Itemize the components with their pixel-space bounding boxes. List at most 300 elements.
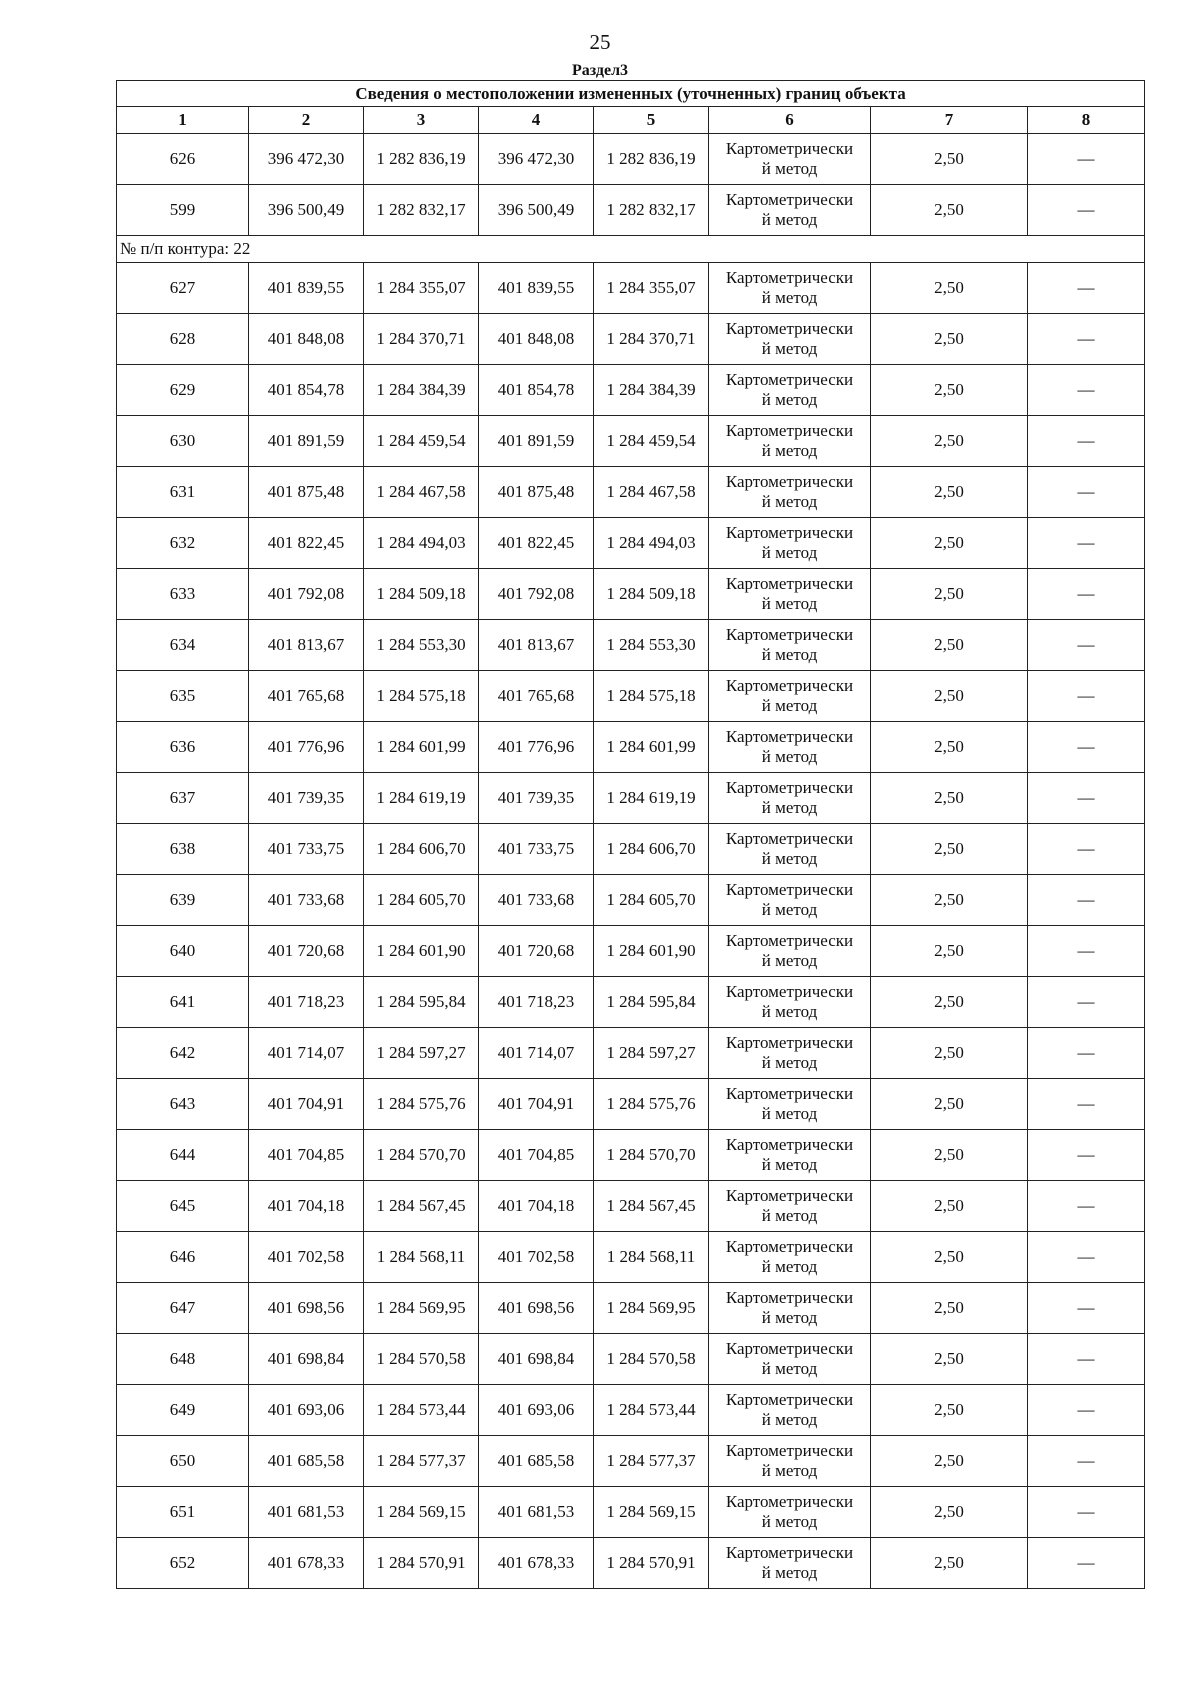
table-row xyxy=(117,1334,1145,1385)
table-row xyxy=(117,773,1145,824)
x-old-cell: 401 854,78 xyxy=(249,365,364,416)
description-cell: — xyxy=(1028,467,1145,518)
description-cell: — xyxy=(1028,263,1145,314)
description-cell: — xyxy=(1028,1334,1145,1385)
method-text: Картометрически xyxy=(725,1339,854,1358)
x-old-cell: 401 678,33 xyxy=(249,1538,364,1589)
x-old-cell: 401 733,75 xyxy=(249,824,364,875)
column-number: 3 xyxy=(364,107,479,134)
accuracy-cell: 2,50 xyxy=(871,773,1028,824)
y-old-cell: 1 284 575,18 xyxy=(364,671,479,722)
x-old-cell: 401 891,59 xyxy=(249,416,364,467)
y-new-cell: 1 284 553,30 xyxy=(594,620,709,671)
method-cell xyxy=(709,824,871,875)
description-cell: — xyxy=(1028,134,1145,185)
table-row xyxy=(117,1436,1145,1487)
y-old-cell: 1 284 575,76 xyxy=(364,1079,479,1130)
method-cell xyxy=(709,875,871,926)
x-new-cell: 401 733,68 xyxy=(479,875,594,926)
table-row xyxy=(117,314,1145,365)
x-new-cell: 401 720,68 xyxy=(479,926,594,977)
y-old-cell: 1 284 553,30 xyxy=(364,620,479,671)
method-text: й метод xyxy=(761,1359,818,1378)
section-label: Раздел3 xyxy=(571,62,629,79)
table-row xyxy=(117,977,1145,1028)
method-cell xyxy=(709,1181,871,1232)
y-new-cell: 1 284 577,37 xyxy=(594,1436,709,1487)
y-new-cell: 1 284 601,99 xyxy=(594,722,709,773)
column-number-row xyxy=(117,107,1145,134)
x-new-cell: 401 776,96 xyxy=(479,722,594,773)
y-old-cell: 1 284 494,03 xyxy=(364,518,479,569)
method-text: Картометрически xyxy=(725,931,854,950)
table-row xyxy=(117,1487,1145,1538)
method-cell xyxy=(709,671,871,722)
method-text: й метод xyxy=(761,1206,818,1225)
y-old-cell: 1 284 601,90 xyxy=(364,926,479,977)
accuracy-cell: 2,50 xyxy=(871,620,1028,671)
y-old-cell: 1 284 459,54 xyxy=(364,416,479,467)
point-number-cell: 651 xyxy=(117,1487,249,1538)
point-number-cell: 652 xyxy=(117,1538,249,1589)
method-text: Картометрически xyxy=(725,319,854,338)
x-new-cell: 401 854,78 xyxy=(479,365,594,416)
method-text: Картометрически xyxy=(725,829,854,848)
method-text: й метод xyxy=(761,210,818,229)
description-cell: — xyxy=(1028,518,1145,569)
method-text: й метод xyxy=(761,543,818,562)
point-number-cell: 643 xyxy=(117,1079,249,1130)
y-new-cell: 1 284 568,11 xyxy=(594,1232,709,1283)
method-cell xyxy=(709,134,871,185)
x-old-cell: 401 822,45 xyxy=(249,518,364,569)
description-cell: — xyxy=(1028,1028,1145,1079)
method-text: й метод xyxy=(761,288,818,307)
column-number: 7 xyxy=(871,107,1028,134)
accuracy-cell: 2,50 xyxy=(871,1028,1028,1079)
table-row xyxy=(117,416,1145,467)
accuracy-cell: 2,50 xyxy=(871,1334,1028,1385)
table-row xyxy=(117,1538,1145,1589)
method-text: й метод xyxy=(761,1155,818,1174)
method-cell xyxy=(709,1538,871,1589)
y-old-cell: 1 284 570,70 xyxy=(364,1130,479,1181)
accuracy-cell: 2,50 xyxy=(871,569,1028,620)
description-cell: — xyxy=(1028,671,1145,722)
y-old-cell: 1 284 569,95 xyxy=(364,1283,479,1334)
x-old-cell: 401 776,96 xyxy=(249,722,364,773)
method-text: й метод xyxy=(761,594,818,613)
accuracy-cell: 2,50 xyxy=(871,977,1028,1028)
point-number-cell: 599 xyxy=(117,185,249,236)
point-number-cell: 646 xyxy=(117,1232,249,1283)
y-new-cell: 1 282 836,19 xyxy=(594,134,709,185)
table-row xyxy=(117,671,1145,722)
y-new-cell: 1 284 575,76 xyxy=(594,1079,709,1130)
table-row xyxy=(117,1283,1145,1334)
method-cell xyxy=(709,722,871,773)
x-new-cell: 401 718,23 xyxy=(479,977,594,1028)
description-cell: — xyxy=(1028,1436,1145,1487)
accuracy-cell: 2,50 xyxy=(871,1436,1028,1487)
method-text: Картометрически xyxy=(725,1441,854,1460)
y-old-cell: 1 284 355,07 xyxy=(364,263,479,314)
method-cell xyxy=(709,263,871,314)
accuracy-cell: 2,50 xyxy=(871,1283,1028,1334)
accuracy-cell: 2,50 xyxy=(871,134,1028,185)
method-cell xyxy=(709,977,871,1028)
description-cell: — xyxy=(1028,1487,1145,1538)
y-new-cell: 1 284 509,18 xyxy=(594,569,709,620)
method-text: Картометрически xyxy=(725,880,854,899)
description-cell: — xyxy=(1028,875,1145,926)
y-new-cell: 1 284 570,70 xyxy=(594,1130,709,1181)
accuracy-cell: 2,50 xyxy=(871,185,1028,236)
method-text: Картометрически xyxy=(725,1390,854,1409)
y-new-cell: 1 284 459,54 xyxy=(594,416,709,467)
description-cell: — xyxy=(1028,926,1145,977)
table-row xyxy=(117,134,1145,185)
y-new-cell: 1 284 619,19 xyxy=(594,773,709,824)
y-old-cell: 1 284 601,99 xyxy=(364,722,479,773)
method-text: Картометрически xyxy=(725,421,854,440)
method-cell xyxy=(709,569,871,620)
description-cell: — xyxy=(1028,416,1145,467)
description-cell: — xyxy=(1028,1538,1145,1589)
method-text: й метод xyxy=(761,1461,818,1480)
y-new-cell: 1 284 370,71 xyxy=(594,314,709,365)
description-cell: — xyxy=(1028,185,1145,236)
description-cell: — xyxy=(1028,1385,1145,1436)
accuracy-cell: 2,50 xyxy=(871,365,1028,416)
column-number: 4 xyxy=(479,107,594,134)
method-text: й метод xyxy=(761,159,818,178)
method-text: й метод xyxy=(761,390,818,409)
accuracy-cell: 2,50 xyxy=(871,1232,1028,1283)
y-old-cell: 1 284 573,44 xyxy=(364,1385,479,1436)
method-cell xyxy=(709,365,871,416)
method-cell xyxy=(709,416,871,467)
x-new-cell: 401 698,84 xyxy=(479,1334,594,1385)
method-text: й метод xyxy=(761,1563,818,1582)
method-cell xyxy=(709,1130,871,1181)
method-text: й метод xyxy=(761,951,818,970)
description-cell: — xyxy=(1028,773,1145,824)
x-new-cell: 401 813,67 xyxy=(479,620,594,671)
x-old-cell: 401 720,68 xyxy=(249,926,364,977)
contour-row xyxy=(117,236,1145,263)
table-row xyxy=(117,824,1145,875)
x-old-cell: 401 714,07 xyxy=(249,1028,364,1079)
point-number-cell: 627 xyxy=(117,263,249,314)
table-row xyxy=(117,620,1145,671)
x-new-cell: 401 681,53 xyxy=(479,1487,594,1538)
table-row xyxy=(117,185,1145,236)
table-title-row xyxy=(117,81,1145,107)
x-new-cell: 401 733,75 xyxy=(479,824,594,875)
method-text: Картометрически xyxy=(725,778,854,797)
x-old-cell: 401 693,06 xyxy=(249,1385,364,1436)
method-cell xyxy=(709,1028,871,1079)
method-cell xyxy=(709,620,871,671)
y-old-cell: 1 284 597,27 xyxy=(364,1028,479,1079)
method-cell xyxy=(709,1232,871,1283)
x-old-cell: 401 733,68 xyxy=(249,875,364,926)
point-number-cell: 649 xyxy=(117,1385,249,1436)
y-new-cell: 1 284 595,84 xyxy=(594,977,709,1028)
method-text: Картометрически xyxy=(725,1288,854,1307)
x-old-cell: 401 681,53 xyxy=(249,1487,364,1538)
table-row xyxy=(117,926,1145,977)
point-number-cell: 633 xyxy=(117,569,249,620)
x-new-cell: 401 765,68 xyxy=(479,671,594,722)
table-row xyxy=(117,569,1145,620)
point-number-cell: 634 xyxy=(117,620,249,671)
description-cell: — xyxy=(1028,1181,1145,1232)
method-text: й метод xyxy=(761,1512,818,1531)
y-old-cell: 1 284 619,19 xyxy=(364,773,479,824)
y-old-cell: 1 284 570,58 xyxy=(364,1334,479,1385)
description-cell: — xyxy=(1028,620,1145,671)
x-new-cell: 401 704,18 xyxy=(479,1181,594,1232)
method-cell xyxy=(709,1283,871,1334)
x-new-cell: 401 839,55 xyxy=(479,263,594,314)
method-text: Картометрически xyxy=(725,1492,854,1511)
y-old-cell: 1 284 605,70 xyxy=(364,875,479,926)
method-text: Картометрически xyxy=(725,625,854,644)
x-old-cell: 401 765,68 xyxy=(249,671,364,722)
method-text: й метод xyxy=(761,798,818,817)
table-row xyxy=(117,1232,1145,1283)
point-number-cell: 626 xyxy=(117,134,249,185)
x-new-cell: 401 693,06 xyxy=(479,1385,594,1436)
point-number-cell: 630 xyxy=(117,416,249,467)
method-text: Картометрически xyxy=(725,727,854,746)
y-new-cell: 1 284 606,70 xyxy=(594,824,709,875)
point-number-cell: 641 xyxy=(117,977,249,1028)
y-new-cell: 1 284 384,39 xyxy=(594,365,709,416)
accuracy-cell: 2,50 xyxy=(871,518,1028,569)
x-old-cell: 401 704,85 xyxy=(249,1130,364,1181)
method-cell xyxy=(709,1487,871,1538)
y-new-cell: 1 284 575,18 xyxy=(594,671,709,722)
table-row xyxy=(117,875,1145,926)
accuracy-cell: 2,50 xyxy=(871,926,1028,977)
x-new-cell: 396 500,49 xyxy=(479,185,594,236)
y-old-cell: 1 284 467,58 xyxy=(364,467,479,518)
x-old-cell: 401 875,48 xyxy=(249,467,364,518)
point-number-cell: 645 xyxy=(117,1181,249,1232)
column-number: 2 xyxy=(249,107,364,134)
method-text: Картометрически xyxy=(725,1237,854,1256)
y-old-cell: 1 284 370,71 xyxy=(364,314,479,365)
method-text: Картометрически xyxy=(725,1186,854,1205)
method-cell xyxy=(709,314,871,365)
method-text: й метод xyxy=(761,900,818,919)
x-old-cell: 401 813,67 xyxy=(249,620,364,671)
method-text: Картометрически xyxy=(725,190,854,209)
x-new-cell: 396 472,30 xyxy=(479,134,594,185)
y-old-cell: 1 284 384,39 xyxy=(364,365,479,416)
method-cell xyxy=(709,1079,871,1130)
x-old-cell: 401 839,55 xyxy=(249,263,364,314)
point-number-cell: 647 xyxy=(117,1283,249,1334)
description-cell: — xyxy=(1028,824,1145,875)
point-number-cell: 642 xyxy=(117,1028,249,1079)
point-number-cell: 648 xyxy=(117,1334,249,1385)
x-old-cell: 396 500,49 xyxy=(249,185,364,236)
table-row xyxy=(117,365,1145,416)
y-old-cell: 1 282 836,19 xyxy=(364,134,479,185)
y-new-cell: 1 284 605,70 xyxy=(594,875,709,926)
x-new-cell: 401 698,56 xyxy=(479,1283,594,1334)
accuracy-cell: 2,50 xyxy=(871,671,1028,722)
accuracy-cell: 2,50 xyxy=(871,314,1028,365)
point-number-cell: 629 xyxy=(117,365,249,416)
point-number-cell: 639 xyxy=(117,875,249,926)
y-new-cell: 1 284 567,45 xyxy=(594,1181,709,1232)
method-cell xyxy=(709,185,871,236)
y-new-cell: 1 284 573,44 xyxy=(594,1385,709,1436)
method-text: й метод xyxy=(761,645,818,664)
method-cell xyxy=(709,1385,871,1436)
method-text: Картометрически xyxy=(725,268,854,287)
method-text: Картометрически xyxy=(725,139,854,158)
contour-label: № п/п контура: 22 xyxy=(117,236,1145,263)
description-cell: — xyxy=(1028,977,1145,1028)
x-new-cell: 401 891,59 xyxy=(479,416,594,467)
method-text: Картометрически xyxy=(725,370,854,389)
y-new-cell: 1 284 355,07 xyxy=(594,263,709,314)
x-old-cell: 401 704,18 xyxy=(249,1181,364,1232)
accuracy-cell: 2,50 xyxy=(871,1130,1028,1181)
x-old-cell: 401 848,08 xyxy=(249,314,364,365)
description-cell: — xyxy=(1028,722,1145,773)
accuracy-cell: 2,50 xyxy=(871,263,1028,314)
x-new-cell: 401 704,85 xyxy=(479,1130,594,1181)
description-cell: — xyxy=(1028,569,1145,620)
x-old-cell: 401 685,58 xyxy=(249,1436,364,1487)
method-text: й метод xyxy=(761,1104,818,1123)
point-number-cell: 631 xyxy=(117,467,249,518)
method-text: й метод xyxy=(761,1308,818,1327)
method-cell xyxy=(709,773,871,824)
boundary-table xyxy=(116,80,1145,1589)
x-new-cell: 401 685,58 xyxy=(479,1436,594,1487)
y-old-cell: 1 282 832,17 xyxy=(364,185,479,236)
x-old-cell: 401 718,23 xyxy=(249,977,364,1028)
y-new-cell: 1 284 467,58 xyxy=(594,467,709,518)
method-cell xyxy=(709,926,871,977)
y-new-cell: 1 284 601,90 xyxy=(594,926,709,977)
y-old-cell: 1 284 569,15 xyxy=(364,1487,479,1538)
method-text: Картометрически xyxy=(725,523,854,542)
table-row xyxy=(117,518,1145,569)
method-cell xyxy=(709,467,871,518)
y-new-cell: 1 284 570,58 xyxy=(594,1334,709,1385)
point-number-cell: 640 xyxy=(117,926,249,977)
method-cell xyxy=(709,518,871,569)
point-number-cell: 650 xyxy=(117,1436,249,1487)
accuracy-cell: 2,50 xyxy=(871,1385,1028,1436)
table-row xyxy=(117,467,1145,518)
method-text: й метод xyxy=(761,441,818,460)
point-number-cell: 628 xyxy=(117,314,249,365)
method-cell xyxy=(709,1436,871,1487)
accuracy-cell: 2,50 xyxy=(871,467,1028,518)
method-text: й метод xyxy=(761,492,818,511)
y-old-cell: 1 284 570,91 xyxy=(364,1538,479,1589)
table-title: Сведения о местоположении измененных (уточненных) границ объекта xyxy=(117,81,1145,107)
accuracy-cell: 2,50 xyxy=(871,416,1028,467)
description-cell: — xyxy=(1028,1130,1145,1181)
x-new-cell: 401 702,58 xyxy=(479,1232,594,1283)
table-row xyxy=(117,1130,1145,1181)
table-body xyxy=(117,81,1145,1589)
method-text: й метод xyxy=(761,1002,818,1021)
x-old-cell: 401 698,84 xyxy=(249,1334,364,1385)
method-text: й метод xyxy=(761,696,818,715)
y-old-cell: 1 284 567,45 xyxy=(364,1181,479,1232)
x-old-cell: 401 704,91 xyxy=(249,1079,364,1130)
accuracy-cell: 2,50 xyxy=(871,1181,1028,1232)
method-text: й метод xyxy=(761,1257,818,1276)
table-row xyxy=(117,1181,1145,1232)
x-new-cell: 401 739,35 xyxy=(479,773,594,824)
method-text: Картометрически xyxy=(725,1135,854,1154)
method-text: Картометрически xyxy=(725,574,854,593)
x-new-cell: 401 822,45 xyxy=(479,518,594,569)
accuracy-cell: 2,50 xyxy=(871,875,1028,926)
table-row xyxy=(117,1028,1145,1079)
y-new-cell: 1 284 569,95 xyxy=(594,1283,709,1334)
point-number-cell: 637 xyxy=(117,773,249,824)
point-number-cell: 644 xyxy=(117,1130,249,1181)
method-text: й метод xyxy=(761,1410,818,1429)
y-old-cell: 1 284 568,11 xyxy=(364,1232,479,1283)
point-number-cell: 636 xyxy=(117,722,249,773)
point-number-cell: 638 xyxy=(117,824,249,875)
x-new-cell: 401 704,91 xyxy=(479,1079,594,1130)
page-number: 25 xyxy=(589,30,611,54)
x-old-cell: 401 702,58 xyxy=(249,1232,364,1283)
y-new-cell: 1 284 570,91 xyxy=(594,1538,709,1589)
x-old-cell: 401 739,35 xyxy=(249,773,364,824)
y-old-cell: 1 284 509,18 xyxy=(364,569,479,620)
x-new-cell: 401 714,07 xyxy=(479,1028,594,1079)
column-number: 8 xyxy=(1028,107,1145,134)
x-new-cell: 401 792,08 xyxy=(479,569,594,620)
table-row xyxy=(117,1385,1145,1436)
description-cell: — xyxy=(1028,1283,1145,1334)
y-new-cell: 1 284 494,03 xyxy=(594,518,709,569)
y-new-cell: 1 284 597,27 xyxy=(594,1028,709,1079)
point-number-cell: 632 xyxy=(117,518,249,569)
accuracy-cell: 2,50 xyxy=(871,722,1028,773)
y-old-cell: 1 284 606,70 xyxy=(364,824,479,875)
method-text: Картометрически xyxy=(725,676,854,695)
method-text: й метод xyxy=(761,849,818,868)
method-text: Картометрически xyxy=(725,1084,854,1103)
method-text: Картометрически xyxy=(725,982,854,1001)
method-cell xyxy=(709,1334,871,1385)
method-text: Картометрически xyxy=(725,1033,854,1052)
accuracy-cell: 2,50 xyxy=(871,1487,1028,1538)
table-row xyxy=(117,263,1145,314)
method-text: й метод xyxy=(761,1053,818,1072)
x-new-cell: 401 678,33 xyxy=(479,1538,594,1589)
table-row xyxy=(117,722,1145,773)
